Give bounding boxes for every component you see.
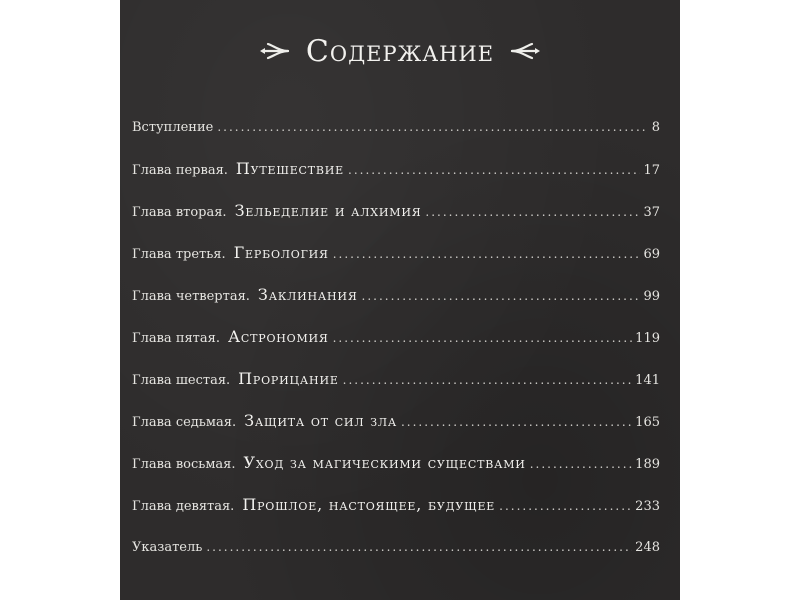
leader-dots: [530, 443, 632, 485]
leader-dots: [333, 233, 641, 275]
toc-entry-chapter-5: [132, 316, 660, 358]
entry-label: Глава восьмая.: [132, 457, 236, 472]
page-title: Содержание: [305, 33, 495, 69]
leader-dots: [217, 106, 647, 148]
entry-page-number: 248: [635, 540, 660, 555]
book-page: [120, 0, 680, 600]
entry-label: Вступление: [132, 120, 214, 135]
leader-dots: [206, 526, 632, 568]
entry-page-number: 69: [643, 247, 660, 262]
entry-chapter-title: Прорицание: [238, 369, 339, 388]
entry-page-number: 37: [643, 205, 660, 220]
entry-page-number: 119: [635, 331, 660, 346]
entry-page-number: 8: [651, 120, 660, 135]
title-row: [120, 26, 680, 76]
toc-entry-chapter-6: [132, 358, 660, 400]
leader-dots: [348, 149, 640, 191]
leader-dots: [401, 401, 632, 443]
entry-chapter-title: Зельеделие и алхимия: [234, 201, 422, 220]
entry-chapter-title: Прошлое, настоящее, будущее: [242, 495, 496, 514]
toc-entry-chapter-8: [132, 442, 660, 484]
entry-page-number: 17: [643, 163, 660, 178]
entry-page-number: 165: [635, 415, 660, 430]
entry-page-number: 233: [635, 499, 660, 514]
table-of-contents: [132, 106, 660, 568]
toc-entry-index: [132, 526, 660, 568]
leader-dots: [343, 359, 633, 401]
toc-entry-chapter-9: [132, 484, 660, 526]
entry-label: Глава шестая.: [132, 373, 231, 388]
toc-entry-introduction: [132, 106, 660, 148]
entry-label: Указатель: [132, 540, 203, 555]
toc-entry-chapter-7: [132, 400, 660, 442]
leader-dots: [362, 275, 641, 317]
entry-page-number: 189: [635, 457, 660, 472]
flourish-left-icon: [258, 40, 292, 62]
entry-label: Глава седьмая.: [132, 415, 237, 430]
leader-dots: [425, 191, 640, 233]
toc-entry-chapter-4: [132, 274, 660, 316]
entry-label: Глава третья.: [132, 247, 226, 262]
toc-entry-chapter-3: [132, 232, 660, 274]
entry-chapter-title: Гербология: [233, 243, 329, 262]
toc-entry-chapter-1: [132, 148, 660, 190]
entry-label: Глава пятая.: [132, 331, 220, 346]
entry-chapter-title: Астрономия: [227, 327, 329, 346]
entry-chapter-title: Защита от сил зла: [244, 411, 397, 430]
entry-label: Глава вторая.: [132, 205, 227, 220]
entry-label: Глава четвертая.: [132, 289, 250, 304]
entry-chapter-title: Путешествие: [235, 159, 345, 178]
leader-dots: [499, 485, 632, 527]
entry-label: Глава первая.: [132, 163, 228, 178]
entry-page-number: 141: [635, 373, 660, 388]
entry-label: Глава девятая.: [132, 499, 235, 514]
entry-chapter-title: Уход за магическими существами: [243, 453, 526, 472]
entry-chapter-title: Заклинания: [257, 285, 358, 304]
entry-page-number: 99: [643, 289, 660, 304]
flourish-right-icon: [508, 40, 542, 62]
leader-dots: [333, 317, 633, 359]
toc-entry-chapter-2: [132, 190, 660, 232]
